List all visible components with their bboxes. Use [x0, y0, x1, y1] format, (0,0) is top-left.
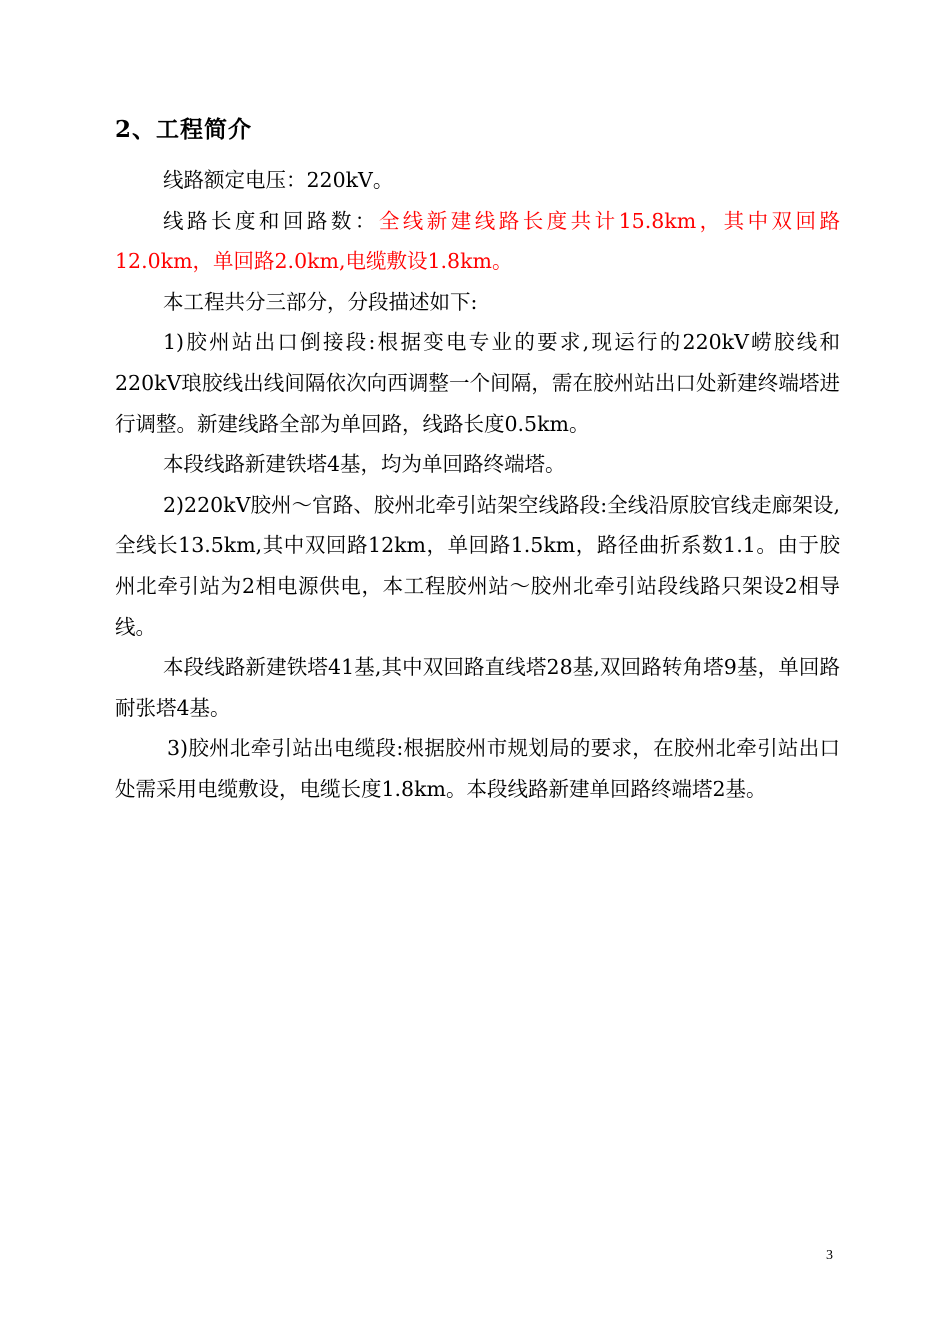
paragraph-length: [115, 201, 840, 282]
paragraph-part-2: 2)220kV胶州～官路、胶州北牵引站架空线路段:全线沿原胶官线走廊架设,全线长13.5km,其中双回路12km，单回路1.5km，路径曲折系数1.1。由于胶州北牵引站为2相电源供电，本工程胶州站～胶州北牵引站段线路只架设2相导线。: [115, 492, 840, 639]
length-value-highlight: 全线新建线路长度共计15.8km，其中双回路12.0km，单回路2.0km,电缆敷设1.8km。: [115, 208, 841, 274]
length-label: 线路长度和回路数：: [163, 208, 379, 233]
section-heading: 2、工程简介: [115, 116, 253, 143]
paragraph-part-2-towers: 本段线路新建铁塔41基,其中双回路直线塔28基,双回路转角塔9基，单回路耐张塔4基。: [115, 655, 840, 720]
paragraph-overview: 本工程共分三部分，分段描述如下:: [163, 289, 478, 314]
paragraph-voltage: 线路额定电压：220kV。: [163, 168, 394, 192]
paragraph-part-1: 1)胶州站出口倒接段:根据变电专业的要求,现运行的220kV崂胶线和220kV琅胶线出线间隔依次向西调整一个间隔，需在胶州站出口处新建终端塔进行调整。新建线路全部为单回路，线路长度0.5km。: [115, 330, 840, 436]
section-body: [115, 160, 840, 810]
paragraph-part-3: 3)胶州北牵引站出电缆段:根据胶州市规划局的要求，在胶州北牵引站出口处需采用电缆敷设，电缆长度1.8km。本段线路新建单回路终端塔2基。: [115, 736, 840, 801]
page-number: 3: [826, 1248, 833, 1263]
paragraph-part-1-towers: 本段线路新建铁塔4基，均为单回路终端塔。: [163, 452, 566, 477]
